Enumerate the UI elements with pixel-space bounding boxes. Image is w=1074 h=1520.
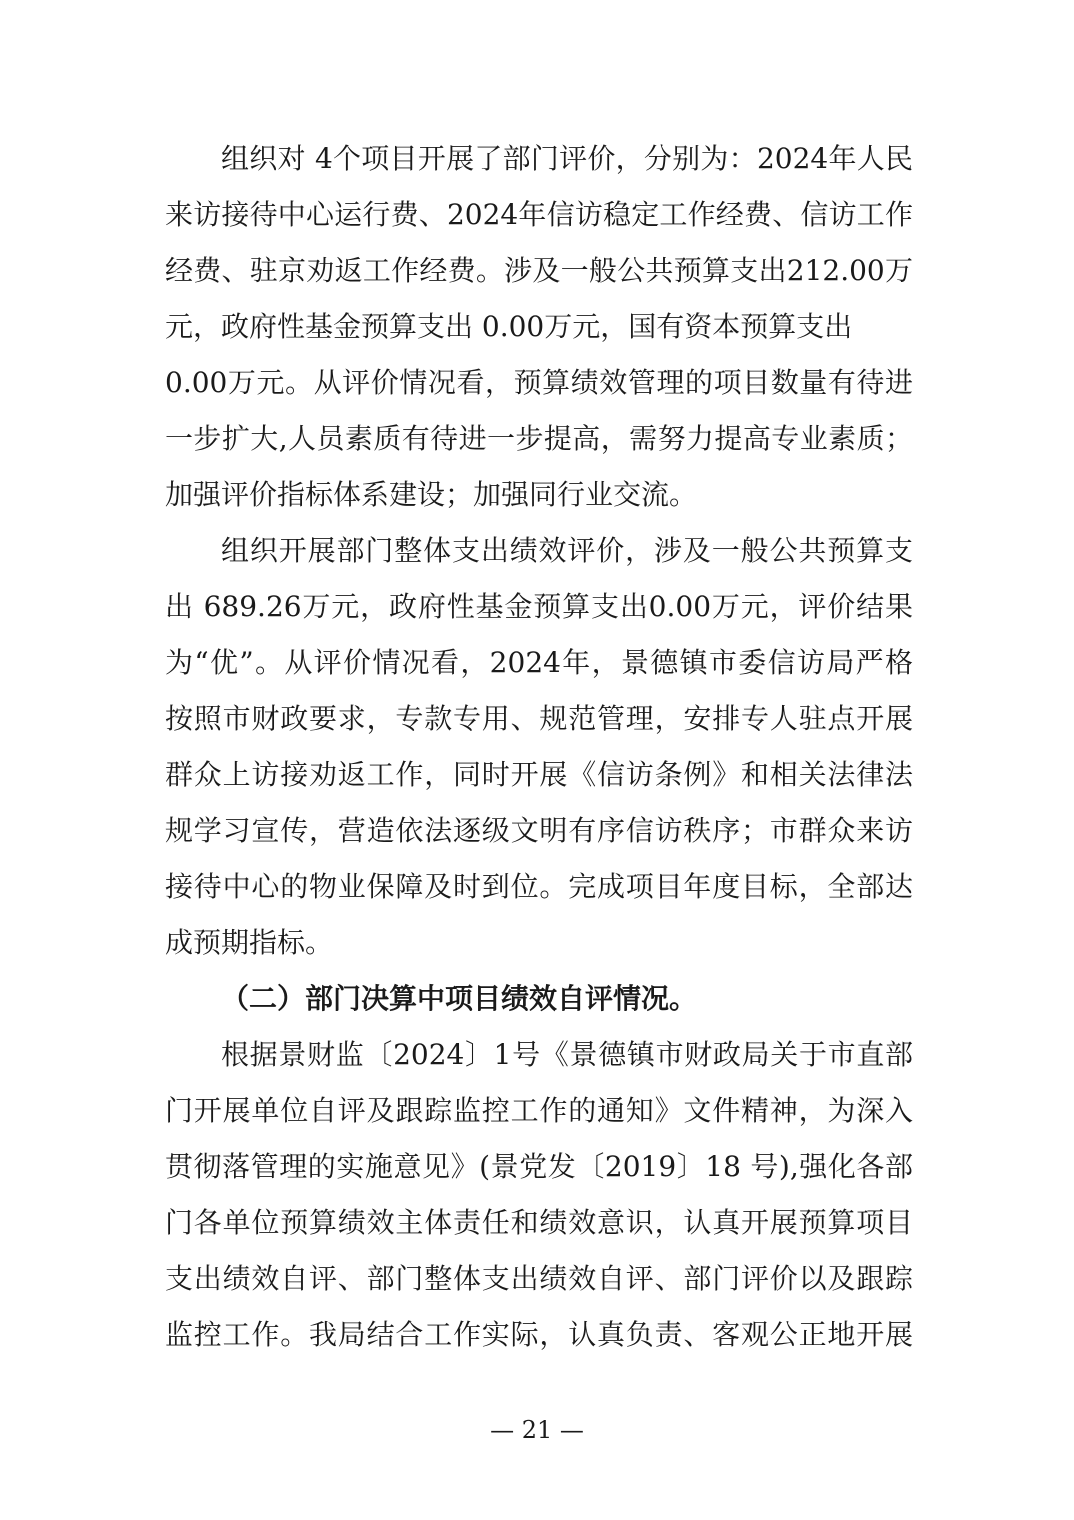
paragraph-1-line: 0.00万元。从评价情况看，预算绩效管理的项目数量有待进 [165, 366, 913, 399]
paragraph-3-line: 根据景财监〔2024〕1号《景德镇市财政局关于市直部 [221, 1038, 913, 1071]
paragraph-2-line: 出 689.26万元，政府性基金预算支出0.00万元，评价结果 [165, 590, 913, 623]
page-number: — 21 — [490, 1416, 584, 1444]
paragraph-3-line: 监控工作。我局结合工作实际，认真负责、客观公正地开展 [165, 1318, 913, 1351]
paragraph-3-line: 门各单位预算绩效主体责任和绩效意识，认真开展预算项目 [165, 1206, 913, 1239]
paragraph-1-line: 组织对 4个项目开展了部门评价，分别为：2024年人民 [221, 142, 913, 175]
paragraph-2-line: 组织开展部门整体支出绩效评价，涉及一般公共预算支 [221, 534, 913, 567]
paragraph-2-line: 接待中心的物业保障及时到位。完成项目年度目标，全部达 [165, 870, 913, 903]
paragraph-1-line: 元，政府性基金预算支出 0.00万元，国有资本预算支出 [165, 310, 853, 343]
paragraph-1-line: 一步扩大,人员素质有待进一步提高，需努力提高专业素质； [165, 422, 913, 455]
paragraph-3-line: 贯彻落管理的实施意见》(景党发〔2019〕18 号),强化各部 [165, 1150, 913, 1183]
paragraph-2-line: 群众上访接劝返工作，同时开展《信访条例》和相关法律法 [165, 758, 913, 791]
paragraph-2-line: 成预期指标。 [165, 926, 334, 959]
paragraph-1-line: 来访接待中心运行费、2024年信访稳定工作经费、信访工作 [165, 198, 913, 231]
paragraph-2-line: 规学习宣传，营造依法逐级文明有序信访秩序；市群众来访 [165, 814, 913, 847]
paragraph-2-line: 为“优”。从评价情况看，2024年，景德镇市委信访局严格 [165, 646, 913, 679]
paragraph-3-line: 支出绩效自评、部门整体支出绩效自评、部门评价以及跟踪 [165, 1262, 913, 1295]
paragraph-2-line: 按照市财政要求，专款专用、规范管理，安排专人驻点开展 [165, 702, 913, 735]
paragraph-1-line: 经费、驻京劝返工作经费。涉及一般公共预算支出212.00万 [165, 254, 913, 287]
paragraph-3-line: 门开展单位自评及跟踪监控工作的通知》文件精神，为深入 [165, 1094, 913, 1127]
paragraph-1-line: 加强评价指标体系建设；加强同行业交流。 [165, 478, 698, 511]
section-heading: （二）部门决算中项目绩效自评情况。 [221, 982, 698, 1015]
